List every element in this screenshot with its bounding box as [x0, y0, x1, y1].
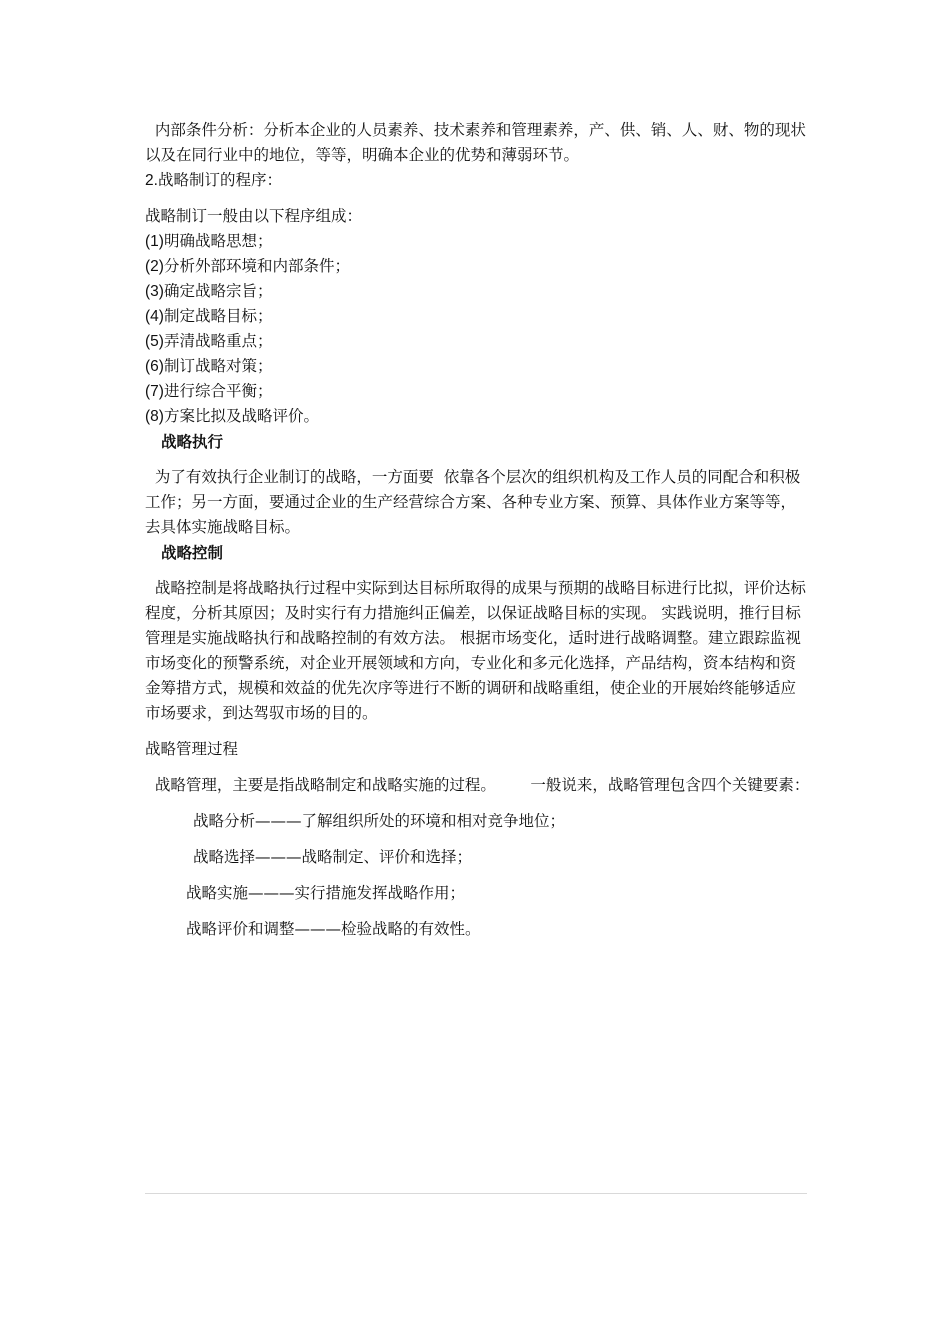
step-text: 制定战略目标；: [163, 307, 273, 325]
step-1: [145, 229, 810, 254]
execution-paragraph: 为了有效执行企业制订的战略，一方面要 依靠各个层次的组织机构及工作人员的同配合和积极工作；另一方面，要通过企业的生产经营综合方案、各种专业方案、预算、具体作业方案等等，去具体实施战略目标。: [145, 468, 801, 536]
procedure-title-text: 战略制订的程序：: [157, 171, 282, 189]
control-paragraph: 战略控制是将战略执行过程中实际到达目标所取得的成果与预期的战略目标进行比拟，评价达标程度，分析其原因；及时实行有力措施纠正偏差，以保证战略目标的实现。 实践说明，推行目标管理是实施战略执行和战略控制的有效方法。 根据市场变化，适时进行战略调整。建立跟踪监视市场变化的预警系统，对企业开展领域和方向，专业化和多元化选择，产品结构，资本结构和资金筹措方式，规模和效益的优先次序等进行不断的调研和战略重组，使企业的开展始终能够适应市场要求，到达驾驭市场的目的。: [145, 579, 806, 722]
step-text: 进行综合平衡；: [163, 382, 273, 400]
step-3: [145, 279, 810, 304]
step-text: 确定战略宗旨；: [163, 282, 273, 300]
element-evaluation: 战略评价和调整———检验战略的有效性。: [186, 920, 481, 938]
element-choice: 战略选择———战略制定、评价和选择；: [193, 848, 473, 866]
element-implementation: 战略实施———实行措施发挥战略作用；: [186, 884, 466, 902]
step-text: 方案比拟及战略评价。: [163, 407, 319, 425]
step-text: 制订战略对策；: [163, 357, 273, 375]
process-paragraph: 战略管理，主要是指战略制定和战略实施的过程。 一般说来，战略管理包含四个关键要素：: [145, 776, 810, 794]
step-number: (2): [145, 258, 164, 275]
internal-analysis-paragraph: 内部条件分析：分析本企业的人员素养、技术素养和管理素养，产、供、销、人、财、物的现状以及在同行业中的地位，等等，明确本企业的优势和薄弱环节。: [145, 121, 806, 164]
step-text: 分析外部环境和内部条件；: [163, 257, 350, 275]
step-number: (5): [145, 333, 164, 350]
step-text: 弄清战略重点；: [163, 332, 273, 350]
procedure-intro: 战略制订一般由以下程序组成：: [145, 207, 363, 225]
step-8: [145, 404, 810, 429]
step-6: [145, 354, 810, 379]
step-number: (3): [145, 283, 164, 300]
execution-heading: 战略执行: [161, 432, 224, 451]
control-heading: 战略控制: [161, 543, 224, 562]
step-5: [145, 329, 810, 354]
step-4: [145, 304, 810, 329]
document-body: [145, 118, 810, 942]
step-number: (1): [145, 233, 164, 250]
element-analysis: 战略分析———了解组织所处的环境和相对竞争地位；: [193, 812, 566, 830]
procedure-title-number: 2.: [145, 172, 158, 189]
process-title: 战略管理过程: [145, 740, 239, 758]
page-footer-divider: [145, 1193, 807, 1194]
step-number: (7): [145, 383, 164, 400]
step-7: [145, 379, 810, 404]
step-2: [145, 254, 810, 279]
step-number: (8): [145, 408, 164, 425]
step-number: (4): [145, 308, 164, 325]
procedure-title: [145, 168, 810, 193]
step-number: (6): [145, 358, 164, 375]
step-text: 明确战略思想；: [163, 232, 273, 250]
